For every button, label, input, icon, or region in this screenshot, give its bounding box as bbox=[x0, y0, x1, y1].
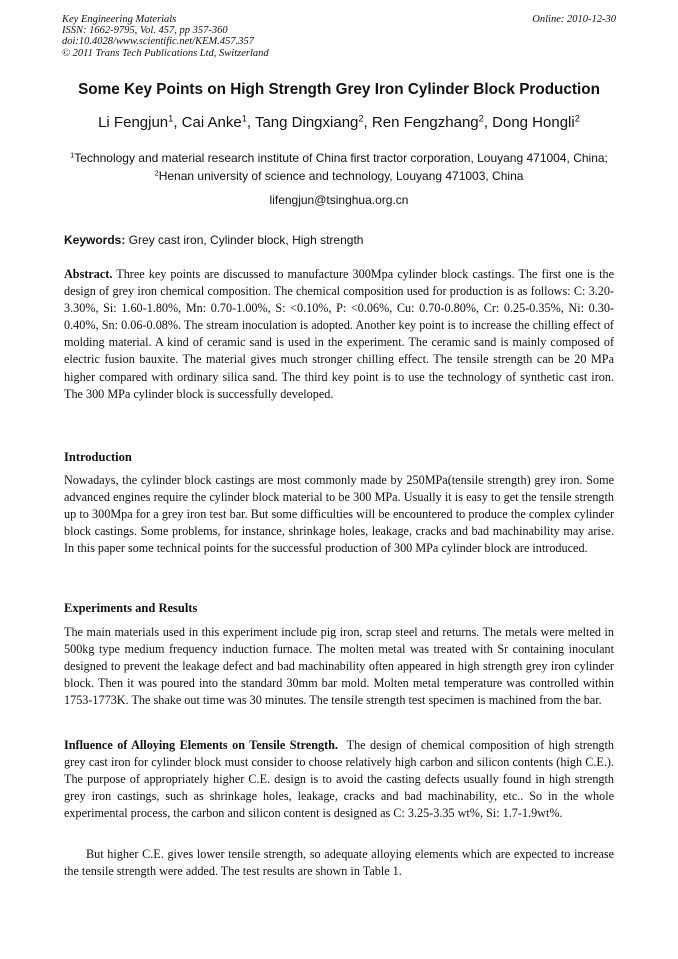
author-sep: , bbox=[173, 114, 182, 131]
journal-issn: ISSN: 1662-9795, Vol. 457, pp 357-360 bbox=[62, 25, 228, 37]
author-sep: , bbox=[483, 114, 493, 131]
journal-header bbox=[62, 14, 616, 59]
author-affil-sup: 1 bbox=[241, 113, 247, 124]
abstract bbox=[64, 266, 614, 403]
author-affil-sup: 2 bbox=[358, 113, 364, 124]
author-name: Tang Dingxiang bbox=[254, 114, 359, 131]
affil-sup-1: 1 bbox=[70, 150, 75, 160]
online-date: Online: 2010-12-30 bbox=[532, 14, 616, 25]
author-list bbox=[40, 114, 638, 131]
keywords bbox=[64, 233, 363, 247]
keywords-text: Grey cast iron, Cylinder block, High strength bbox=[125, 233, 364, 247]
affil-sup-2: 2 bbox=[154, 168, 159, 178]
author-name: Li Fengjun bbox=[98, 114, 169, 131]
journal-copyright: © 2011 Trans Tech Publications Ltd, Switzerland bbox=[62, 47, 269, 59]
section-heading-experiments: Experiments and Results bbox=[64, 601, 198, 615]
abstract-text: Three key points are discussed to manufacture 300Mpa cylinder block castings. The first one is the design of grey iron chemical composition. The chemical composition used for production is as follows: C: 3.20-3.30%, Si: 1.60-1.80%, Mn: 0.70-1.00%, S: <0.10%, P: <0.06%, Cu: 0.70-0.80%, Cr: 0.25-0.35%, Ni: 0.30-0.40%, Sn: 0.06-0.08%. The stream inoculation is adopted. Another key point is to increase the chilling effect of molding material. A kind of ceramic sand is used in the experiment. The ceramic sand is mainly composed of electric fusion bauxite. The material gives much stronger chilling effect. The tensile strength can be 20 MPa higher compared with ordinary silica sand. The third key point is to use the technology of synthetic cast iron. The 300 MPa cylinder block is successfully developed. bbox=[64, 267, 614, 401]
author-name: Ren Fengzhang bbox=[371, 114, 479, 131]
subsection-heading-influence: Influence of Alloying Elements on Tensile Strength. bbox=[64, 738, 338, 752]
influence-paragraph bbox=[64, 737, 618, 822]
influence-paragraph-2: But higher C.E. gives lower tensile strength, so adequate alloying elements which are expected to increase the tensile strength were added. The test results are shown in Table 1. bbox=[64, 847, 614, 879]
author-affil-sup: 1 bbox=[168, 113, 174, 124]
affiliations bbox=[60, 150, 618, 185]
introduction-paragraph: Nowadays, the cylinder block castings are most commonly made by 250MPa(tensile strength) grey iron. Some advanced engines require the cylinder block material to be 300 MPa. Usually it is easy to get the tensile strength up to 300Mpa for a grey iron test bar. But some difficulties will be encountered to produce the complex cylinder block castings. Some problems, for instance, shrinkage holes, leakage, cracks and bad machinability may arise. In this paper some technical points for the successful production of 300 MPa cylinder block are introduced. bbox=[64, 473, 614, 556]
influence-text: The design of chemical composition of high strength grey cast iron for cylinder block must consider to choose relatively high carbon and silicon contents (high C.E.). The purpose of appropriately higher C.E. design is to avoid the casting defects usually found in high strength grey iron castings, such as shrinkage holes, leakage, cracks and bad machinability, etc.. So in the whole experimental process, the carbon and silicon content is designed as C: 3.25-3.35 wt%, Si: 1.7-1.9wt%. bbox=[64, 738, 618, 821]
author-sep: , bbox=[246, 114, 255, 131]
journal-name: Key Engineering Materials bbox=[62, 14, 177, 25]
keywords-label: Keywords: bbox=[64, 233, 126, 247]
paper-title: Some Key Points on High Strength Grey Iron Cylinder Block Production bbox=[78, 81, 600, 98]
author-affil-sup: 2 bbox=[478, 113, 484, 124]
experiments-paragraph: The main materials used in this experiment include pig iron, scrap steel and returns. The metals were melted in 500kg type medium frequency induction furnace. The molten metal was treated with Sr containing inoculant designed to prevent the leakage defect and bad machinability often appeared in high strength grey iron cylinder block. Then it was poured into the standard 30mm bar mold. Molten metal temperature was controlled within 1753-1773K. The shake out time was 30 minutes. The tensile strength test specimen is machined from the bar. bbox=[64, 625, 614, 708]
author-sep: , bbox=[363, 114, 372, 131]
affil-text-2: Henan university of science and technology, Louyang 471003, China bbox=[158, 168, 524, 183]
author-affil-sup: 2 bbox=[574, 113, 580, 124]
section-heading-introduction: Introduction bbox=[64, 450, 132, 464]
author-email[interactable]: lifengjun@tsinghua.org.cn bbox=[269, 193, 409, 207]
journal-doi[interactable]: doi:10.4028/www.scientific.net/KEM.457.357 bbox=[62, 36, 254, 48]
author-name: Dong Hongli bbox=[492, 114, 575, 131]
abstract-label: Abstract. bbox=[64, 267, 113, 281]
author-name: Cai Anke bbox=[181, 114, 242, 131]
affil-text-1: Technology and material research institute of China first tractor corporation, Louyang 471004, China; bbox=[74, 151, 608, 165]
